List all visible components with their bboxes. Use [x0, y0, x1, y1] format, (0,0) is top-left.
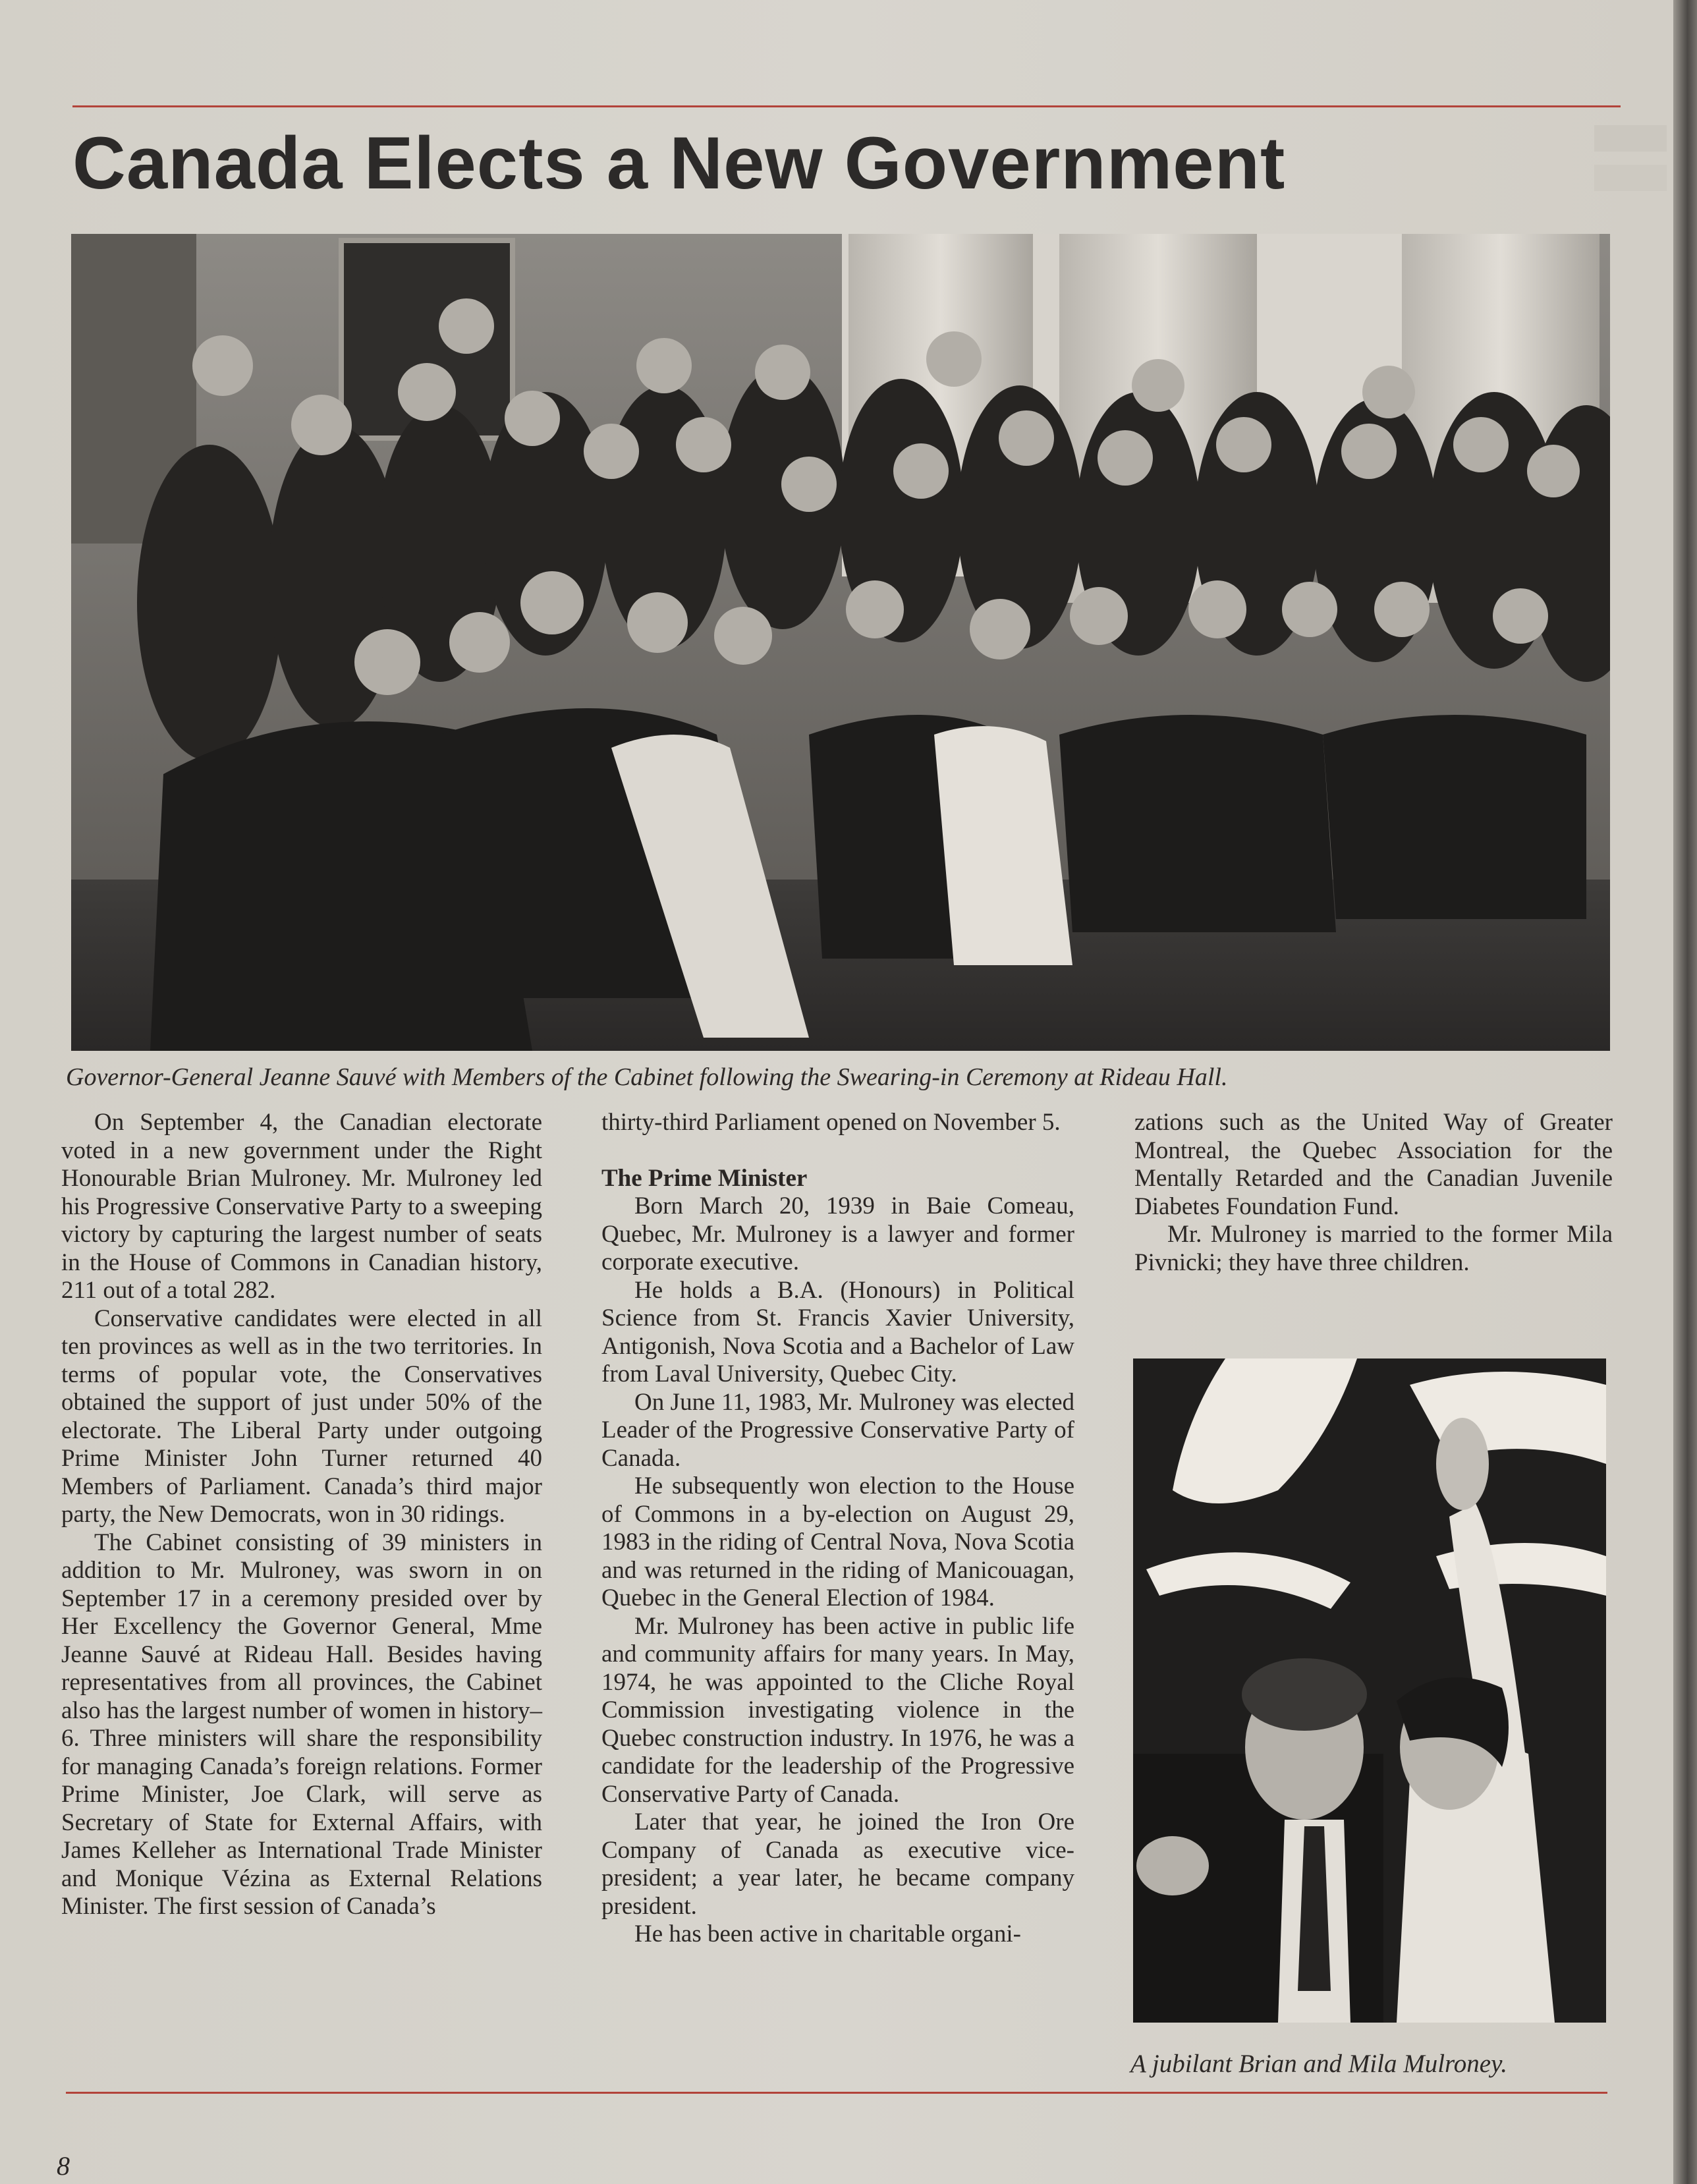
paragraph: Conservative candidates were elected in all ten provinces as well as in the two territories. In terms of popular vote, the Conservatives obtained the support of just under 50% of the electorate. The Liberal Party under outgoing Prime Minister John Turner returned 40 Members of Parliament. Canada’s third major party, the New Democrats, won in 30 ridings.: [61, 1304, 542, 1528]
cabinet-photo-illustration: [71, 234, 1610, 1051]
paragraph: zations such as the United Way of Greater Montreal, the Quebec Association for the Mentally Retarded and the Canadian Juvenile Diabetes Foundation Fund.: [1134, 1109, 1613, 1220]
paragraph: The Cabinet consisting of 39 ministers in addition to Mr. Mulroney, was sworn in on September 17 in a ceremony presided over by Her Excellency the Governor General, Mme Jeanne Sauvé at Rideau Hall. Besides having representatives from all provinces, the Cabinet also has the largest number of women in history–6. Three ministers will share the responsibility for managing Canada’s foreign relations. Former Prime Minister, Joe Clark, will serve as Secretary of State for External Affairs, with James Kelleher as International Trade Minister and Monique Vézina as External Relations Minister. The first session of Canada’s: [61, 1528, 542, 1920]
paragraph: Born March 20, 1939 in Baie Comeau, Quebec, Mr. Mulroney is a lawyer and former corporate executive.: [601, 1192, 1074, 1275]
article-column-1: [61, 1109, 542, 1921]
paragraph: Mr. Mulroney is married to the former Mila Pivnicki; they have three children.: [1134, 1221, 1613, 1276]
section-heading: The Prime Minister: [601, 1164, 808, 1192]
bottom-rule: [66, 2092, 1607, 2094]
mulroney-photo: [1133, 1358, 1606, 2023]
paragraph: He subsequently won election to the House of Commons in a by-election on August 29, 1983 in the riding of Central Nova, Nova Scotia and was returned in the riding of Manicouagan, Quebec in the General Election of 1984.: [601, 1472, 1074, 1611]
mulroney-photo-illustration: [1133, 1358, 1606, 2023]
cabinet-group-photo: [71, 234, 1610, 1051]
top-rule: [72, 105, 1621, 107]
article-column-3: [1134, 1109, 1613, 1277]
binding-gutter: [1673, 0, 1697, 2184]
paragraph: Mr. Mulroney has been active in public life and community affairs for many years. In May, 1974, he was appointed to the Cliche Royal Commission investigating violence in the Quebec construction industry. In 1976, he was a candidate for the leadership of the Progressive Conservative Party of Canada.: [601, 1612, 1074, 1808]
paragraph: He holds a B.A. (Honours) in Political Science from St. Francis Xavier University, Antigonish, Nova Scotia and a Bachelor of Law from Laval University, Quebec City.: [601, 1276, 1074, 1387]
paragraph: On June 11, 1983, Mr. Mulroney was elected Leader of the Progressive Conservative Party of Canada.: [601, 1388, 1074, 1472]
paragraph: Later that year, he joined the Iron Ore Company of Canada as executive vice-president; a year later, he became company president.: [601, 1808, 1074, 1920]
headline: Canada Elects a New Government: [72, 122, 1286, 204]
paragraph: On September 4, the Canadian electorate voted in a new government under the Right Honourable Brian Mulroney. Mr. Mulroney led his Progressive Conservative Party to a sweeping victory by capturing the largest number of seats in the House of Commons in Canadian history, 211 out of a total 282.: [61, 1109, 542, 1304]
paragraph: thirty-third Parliament opened on November 5.: [601, 1109, 1061, 1136]
mulroney-photo-caption: A jubilant Brian and Mila Mulroney.: [1130, 2050, 1507, 2078]
article-column-2: [601, 1109, 1074, 1949]
page-number: 8: [57, 2151, 70, 2181]
cabinet-photo-caption: Governor-General Jeanne Sauvé with Members of the Cabinet following the Swearing-in Ceremony at Rideau Hall.: [66, 1063, 1228, 1091]
paragraph: He has been active in charitable organi-: [634, 1920, 1021, 1947]
